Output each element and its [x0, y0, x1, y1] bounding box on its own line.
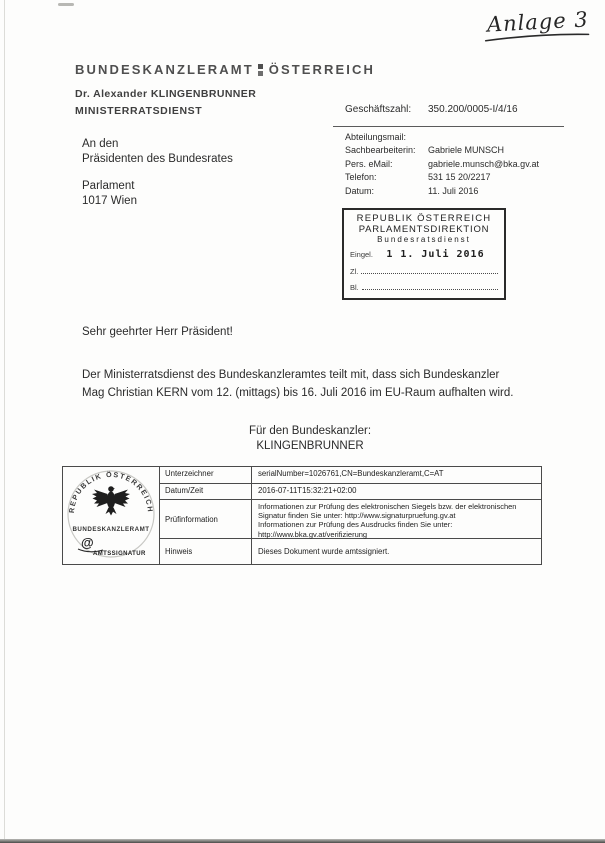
pruefinformation-line: Signatur finden Sie unter: http://www.signaturpruefung.gv.at — [258, 511, 456, 521]
contact-value: Gabriele MUNSCH — [428, 145, 505, 156]
table-row — [160, 500, 541, 539]
dotted-line — [362, 281, 498, 290]
contact-row — [345, 144, 539, 157]
seal-org-text: BUNDESKANZLERAMT — [72, 526, 150, 533]
scan-artifact — [58, 3, 74, 6]
salutation: Sehr geehrter Herr Präsident! — [82, 326, 233, 338]
brand-org-right: ÖSTERREICH — [268, 62, 375, 77]
closing-block — [82, 424, 538, 454]
stamp-line-2: PARLAMENTSDIREKTION — [358, 224, 490, 235]
handwritten-annotation — [482, 7, 593, 44]
contact-row — [345, 185, 539, 198]
stamp-bl-label: Bl. — [350, 283, 359, 292]
recipient-address-bottom — [82, 179, 137, 209]
contact-label: Pers. eMail: — [345, 158, 393, 169]
signature-table-rows — [160, 467, 541, 564]
stamp-zl-row — [350, 265, 498, 276]
row-value: serialNumber=1026761,CN=Bundeskanzleramt,C=AT — [258, 469, 444, 478]
recipient-address-top — [82, 137, 233, 167]
annotation-text: Anlage 3 — [486, 7, 590, 37]
stamp-received-row — [350, 249, 498, 260]
contact-value: 531 15 20/2217 — [428, 172, 491, 183]
seal-arc-text: REPUBLIK ÖSTERREICH — [66, 469, 156, 514]
row-label: Datum/Zeit — [160, 484, 252, 499]
contact-row — [345, 171, 539, 184]
case-number-row — [345, 104, 518, 115]
contact-label: Telefon: — [345, 172, 377, 183]
contact-block — [345, 131, 539, 198]
contact-label: Abteilungsmail: — [345, 132, 407, 142]
stamp-line-3: Bundesratsdienst — [377, 235, 471, 244]
contact-row — [345, 131, 539, 144]
row-value — [252, 500, 541, 538]
seal-amtssignatur-text: AMTSSIGNATUR — [93, 551, 146, 557]
pruefinformation-line: Informationen zur Prüfung des elektronischen Siegels bzw. der elektronischen — [258, 502, 517, 511]
contact-value: 11. Juli 2016 — [428, 185, 479, 196]
row-label: Prüfinformation — [160, 500, 252, 538]
closing-line-1: Für den Bundeskanzler: — [248, 425, 372, 437]
recipient-line-1: An den — [82, 138, 119, 150]
pruefinformation-line: Informationen zur Prüfung des Ausdrucks finden Sie unter: — [258, 520, 453, 530]
pruefinformation-line: http://www.bka.gv.at/verifizierung — [258, 529, 368, 539]
recipient-line-2: Präsidenten des Bundesrates — [82, 153, 233, 165]
body-paragraph — [82, 366, 552, 402]
closing-line-2: KLINGENBRUNNER — [256, 440, 364, 452]
stamp-date: 1 1. Juli 2016 — [386, 249, 485, 260]
eagle-icon — [92, 486, 130, 515]
dotted-line — [361, 265, 498, 274]
page-edge-left — [4, 0, 5, 843]
case-number-label: Geschäftszahl: — [345, 104, 412, 115]
row-value: 2016-07-11T15:32:21+02:00 — [258, 486, 357, 495]
table-row — [160, 539, 541, 564]
stamp-line-1: REPUBLIK ÖSTERREICH — [356, 213, 492, 224]
official-seal-cell — [63, 467, 160, 564]
body-paragraph-line-1: Der Ministerratsdienst des Bundeskanzleramtes teilt mit, dass sich Bundeskanzler — [82, 369, 500, 381]
recipient-line-4: 1017 Wien — [82, 195, 137, 207]
official-seal — [63, 467, 159, 563]
stamp-received-label: Eingel. — [350, 250, 373, 259]
receipt-stamp — [342, 208, 506, 300]
row-label: Hinweis — [160, 539, 252, 564]
contact-label: Sachbearbeiterin: — [345, 145, 416, 156]
recipient-line-3: Parlament — [82, 180, 135, 192]
stamp-bl-row — [350, 281, 498, 292]
stamp-zl-label: Zl. — [350, 267, 359, 276]
row-value: Dieses Dokument wurde amtssigniert. — [258, 547, 390, 556]
brand-org-left: BUNDESKANZLERAMT — [75, 62, 254, 77]
contact-row — [345, 158, 539, 171]
table-row — [160, 484, 541, 500]
table-row — [160, 467, 541, 484]
header-divider — [333, 126, 564, 127]
contact-value: gabriele.munsch@bka.gv.at — [428, 158, 540, 169]
letterhead-brand — [75, 62, 375, 77]
author-name: Dr. Alexander KLINGENBRUNNER — [75, 88, 257, 100]
contact-label: Datum: — [345, 185, 375, 196]
signature-table — [62, 466, 542, 565]
row-label: Unterzeichner — [160, 467, 252, 483]
at-sign-icon: @ — [81, 535, 94, 550]
brand-squares-icon — [258, 64, 263, 76]
department-name: MINISTERRATSDIENST — [75, 105, 203, 117]
case-number-value: 350.200/0005-I/4/16 — [428, 104, 518, 115]
body-paragraph-line-2: Mag Christian KERN vom 12. (mittags) bis 16. Juli 2016 im EU-Raum aufhalten wird. — [82, 387, 514, 399]
page-edge-bottom — [0, 839, 605, 843]
